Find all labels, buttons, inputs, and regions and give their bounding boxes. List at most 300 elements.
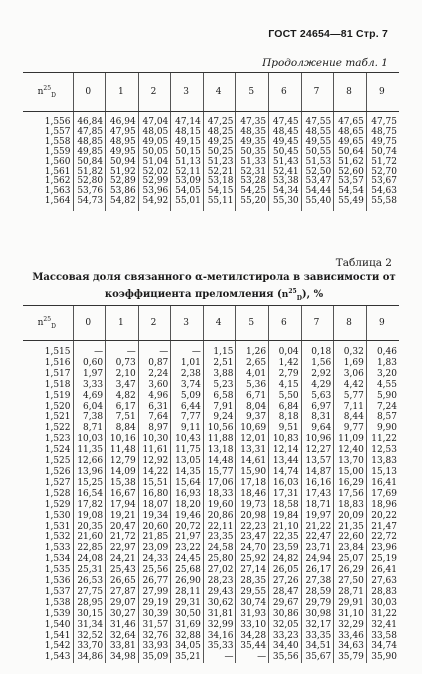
table-cell: 13,96 [73,467,106,478]
table-cell: 23,84 [334,543,367,554]
row-index-cell: 1,523 [44,434,71,445]
table-cell: 24,08 [73,554,106,565]
table-row [23,641,399,652]
row-index-cell: 1,520 [44,401,71,412]
row-index-cell: 1,528 [44,488,71,499]
table-cell: 26,90 [171,576,204,587]
table-cell: 10,43 [171,434,204,445]
table-cell: 12,14 [269,445,302,456]
table-row [23,565,399,576]
table-cell: 47,55 [301,112,334,128]
table-cell: 18,96 [366,500,399,511]
table-1-body [23,112,399,212]
table-cell: 31,93 [236,609,269,620]
table-cell: 19,46 [171,511,204,522]
table-cell: 25,07 [334,554,367,565]
table-cell: 49,65 [334,138,367,148]
row-index-cell: 1,563 [44,186,71,197]
table-cell: 13,70 [334,456,367,467]
column-header: 6 [269,306,302,341]
table-cell: 4,29 [301,380,334,391]
table-cell: 0,18 [301,341,334,358]
table-cell: 28,95 [73,598,106,609]
row-index-cell: 1,557 [44,126,71,137]
table-cell: 55,01 [171,197,204,211]
table-cell: 28,59 [301,587,334,598]
table-cell: 52,02 [138,168,171,178]
table-cell: 19,84 [269,511,302,522]
table-cell: 17,56 [334,489,367,500]
table-cell: 53,67 [366,177,399,187]
table-cell: 15,13 [366,467,399,478]
table-cell: 15,64 [171,478,204,489]
table-cell: 23,59 [269,543,302,554]
table-cell: 20,60 [138,522,171,533]
table-cell: 13,83 [366,456,399,467]
table-cell: 47,35 [236,112,269,128]
table-cell: 2,79 [269,369,302,380]
table-cell: 1,97 [73,369,106,380]
table-cell: 47,95 [106,128,139,138]
row-index-cell: 1,543 [44,652,71,663]
column-header: 4 [203,73,236,112]
table-cell: 31,34 [73,620,106,631]
table-cell: 18,20 [171,500,204,511]
table-cell: 10,30 [138,434,171,445]
table-cell: 5,50 [269,391,302,402]
table-cell: 33,58 [366,631,399,642]
table-cell: 28,23 [203,576,236,587]
table-cell: 54,15 [203,187,236,197]
table-cell: 52,89 [106,177,139,187]
table-cell: 52,70 [366,168,399,178]
table-cell: 18,33 [203,489,236,500]
table-cell: 49,55 [301,138,334,148]
table-row [23,391,399,402]
table-cell: 35,09 [138,652,171,663]
table-cell: 21,97 [171,532,204,543]
row-index-cell: 1,535 [44,565,71,576]
table-cell: 25,92 [236,554,269,565]
table-row [23,652,399,663]
row-index-cell: 1,531 [44,521,71,532]
table-cell: 18,46 [236,489,269,500]
table-cell: 49,35 [236,138,269,148]
column-header: 8 [334,306,367,341]
table-cell: 24,94 [301,554,334,565]
table-row [23,380,399,391]
table-cell: 2,65 [236,358,269,369]
table-cell: 55,58 [366,197,399,211]
table-cell: 34,86 [73,652,106,663]
table-cell: 52,60 [334,168,367,178]
table-cell: 23,35 [203,532,236,543]
table-row [23,532,399,543]
table-cell: — [236,652,269,663]
table-cell: 35,56 [269,652,302,663]
table-cell: 27,63 [366,576,399,587]
table-cell: 33,10 [236,620,269,631]
row-index-cell: 1,515 [44,347,71,357]
table-cell: 21,85 [138,532,171,543]
table-cell: 8,31 [301,412,334,423]
table-cell: 50,94 [106,158,139,168]
table-row [23,358,399,369]
table-cell: 54,82 [106,197,139,211]
row-index-cell: 1,536 [44,576,71,587]
table-cell: 31,22 [366,609,399,620]
table-cell: 26,05 [269,565,302,576]
table-cell: 53,86 [106,187,139,197]
table-cell: 15,00 [334,467,367,478]
table-cell: 9,64 [301,423,334,434]
table-cell: 33,81 [106,641,139,652]
nd-header: $n^{25}_D$ [23,73,73,112]
table-cell: 23,71 [301,543,334,554]
column-header: 5 [236,73,269,112]
table-cell: 54,05 [171,187,204,197]
table-cell: 53,09 [171,177,204,187]
page-header: ГОСТ 24654—81 Стр. 7 [268,28,388,40]
table-cell: 3,74 [171,380,204,391]
table-row [23,522,399,533]
table-cell: 6,04 [73,402,106,413]
table-cell: 33,93 [138,641,171,652]
table-cell: 53,96 [138,187,171,197]
column-header: 4 [203,306,236,341]
table-cell: 8,18 [269,412,302,423]
table-cell: 27,02 [203,565,236,576]
table-cell: 16,54 [73,489,106,500]
table-cell: 11,75 [171,445,204,456]
table-cell: 31,57 [138,620,171,631]
table-cell: 4,42 [334,380,367,391]
table-cell: 32,52 [73,631,106,642]
table-cell: 35,44 [236,641,269,652]
table-2-caption: Массовая доля связанного α-метилстирола в зависимости от коэффициента преломления $(n^{25}_D)$, % [32,272,396,302]
table-cell: 27,87 [106,587,139,598]
table-cell: 34,63 [334,641,367,652]
table-cell: 7,64 [138,412,171,423]
table-cell: 8,57 [366,412,399,423]
table-cell: 27,50 [334,576,367,587]
table-cell: 12,27 [301,445,334,456]
table-cell: 10,56 [203,423,236,434]
table-cell: 13,05 [171,456,204,467]
table-cell: 1,69 [334,358,367,369]
column-header: 8 [334,73,367,112]
table-cell: 20,35 [73,522,106,533]
table-cell: 19,08 [73,511,106,522]
table-cell: 53,57 [334,177,367,187]
row-index-cell: 1,521 [44,412,71,423]
table-cell: 31,10 [334,609,367,620]
table-cell: 31,69 [171,620,204,631]
table-cell: 16,16 [301,478,334,489]
table-cell: 15,90 [236,467,269,478]
table-2-caption-suffix: , % [306,289,324,300]
table-cell: 21,72 [106,532,139,543]
table-cell: 22,85 [73,543,106,554]
table-cell: 29,31 [171,598,204,609]
table-cell: 17,69 [366,489,399,500]
table-cell: 20,22 [366,511,399,522]
table-cell: 35,67 [301,652,334,663]
table-cell: 15,77 [203,467,236,478]
table-cell: 7,38 [73,412,106,423]
table-cell: 25,56 [138,565,171,576]
table-cell: 51,53 [301,158,334,168]
table-cell: 0,73 [106,358,139,369]
row-index-cell: 1,540 [44,619,71,630]
table-row [23,445,399,456]
row-index-cell: 1,564 [44,196,71,207]
table-cell: 32,64 [106,631,139,642]
table-cell: 12,79 [106,456,139,467]
table-cell: 55,11 [203,197,236,211]
table-cell: 21,10 [269,522,302,533]
table-cell: 1,42 [269,358,302,369]
table-cell: 30,86 [269,609,302,620]
table-cell: 49,05 [138,138,171,148]
table-row [23,412,399,423]
row-index-cell: 1,526 [44,466,71,477]
table-cell: 16,93 [171,489,204,500]
row-index-cell: 1,518 [44,379,71,390]
nd-header: $n^{25}_D$ [23,306,73,341]
row-index-cell: 1,558 [44,136,71,147]
table-cell: 20,72 [171,522,204,533]
table-cell: 50,05 [138,148,171,158]
table-cell: 3,20 [366,369,399,380]
table-cell: 26,53 [73,576,106,587]
table-cell: 46,84 [73,112,106,128]
table-cell: 7,51 [106,412,139,423]
table-cell: 49,15 [171,138,204,148]
table-cell: 6,84 [269,402,302,413]
table-cell: 1,15 [203,341,236,358]
table-cell: 22,60 [334,532,367,543]
table-cell: 55,20 [236,197,269,211]
table-cell: 50,35 [236,148,269,158]
row-index-cell: 1,532 [44,532,71,543]
table-cell: 34,98 [106,652,139,663]
table-row [23,489,399,500]
table-cell: 30,98 [301,609,334,620]
table-cell: 49,95 [106,148,139,158]
table-cell: 33,46 [334,631,367,642]
table-cell: 51,04 [138,158,171,168]
column-header: 5 [236,306,269,341]
row-index-cell: 1,524 [44,445,71,456]
table-row [23,598,399,609]
table-cell: 48,45 [269,128,302,138]
table-cell: 3,06 [334,369,367,380]
table-cell: 32,17 [301,620,334,631]
table-row [23,576,399,587]
table-cell: 2,38 [171,369,204,380]
table-cell: 27,75 [73,587,106,598]
table-cell: 8,84 [106,423,139,434]
table-cell: — [138,341,171,358]
table-cell: 22,11 [203,522,236,533]
table-row [23,112,399,128]
table-cell: 55,49 [334,197,367,211]
row-index-cell: 1,517 [44,368,71,379]
table-cell: 19,60 [203,500,236,511]
table-cell: 47,65 [334,112,367,128]
row-index-cell: 1,562 [44,176,71,187]
table-cell: 2,10 [106,369,139,380]
table-cell: 2,24 [138,369,171,380]
table-cell: 48,25 [203,128,236,138]
column-header: 1 [106,306,139,341]
table-cell: — [73,341,106,358]
table-cell: 50,84 [73,158,106,168]
table-cell: 34,28 [236,631,269,642]
table-cell: 10,96 [301,434,334,445]
table-cell: 3,60 [138,380,171,391]
table-cell: 27,14 [236,565,269,576]
table-cell: 33,70 [73,641,106,652]
table-cell: 51,72 [366,158,399,168]
table-cell: 24,82 [269,554,302,565]
table-cell: 32,05 [269,620,302,631]
table-cell: 6,17 [106,402,139,413]
table-cell: 27,38 [301,576,334,587]
row-index-cell: 1,561 [44,166,71,177]
column-header: 7 [301,73,334,112]
table-cell: 6,31 [138,402,171,413]
table-cell: 19,34 [138,511,171,522]
table-cell: 14,74 [269,467,302,478]
table-cell: 30,62 [203,598,236,609]
table-cell: 0,04 [269,341,302,358]
table-cell: 35,79 [334,652,367,663]
table-cell: — [203,652,236,663]
table-cell: 31,81 [203,609,236,620]
table-cell: 55,40 [301,197,334,211]
table-cell: 17,43 [301,489,334,500]
table-cell: 52,80 [73,177,106,187]
table-cell: 12,66 [73,456,106,467]
table-cell: 47,75 [366,112,399,128]
table-cell: 48,95 [106,138,139,148]
table-cell: 7,77 [171,412,204,423]
table-cell: 26,29 [334,565,367,576]
table-cell: 14,09 [106,467,139,478]
table-cell: 22,72 [366,532,399,543]
table-cell: 51,82 [73,168,106,178]
table-cell: 50,25 [203,148,236,158]
table-cell: 24,45 [171,554,204,565]
table-cell: 47,14 [171,112,204,128]
row-index-cell: 1,522 [44,423,71,434]
table-cell: 12,92 [138,456,171,467]
table-cell: 55,30 [269,197,302,211]
table-cell: 53,28 [236,177,269,187]
row-index-cell: 1,542 [44,641,71,652]
table-cell: 5,77 [334,391,367,402]
table-cell: 16,67 [106,489,139,500]
table-cell: 26,17 [301,565,334,576]
table-cell: 53,38 [269,177,302,187]
table-cell: 29,19 [138,598,171,609]
table-cell: 50,64 [334,148,367,158]
table-cell: 18,83 [334,500,367,511]
table-cell: 15,51 [138,478,171,489]
row-index-cell: 1,537 [44,586,71,597]
table-cell: 51,43 [269,158,302,168]
table-cell: 25,31 [73,565,106,576]
row-index-cell: 1,559 [44,146,71,157]
table-cell: 13,57 [301,456,334,467]
table-cell: 20,98 [236,511,269,522]
table-cell: 27,26 [269,576,302,587]
table-cell: 4,96 [138,391,171,402]
table-cell: 28,11 [171,587,204,598]
table-cell: 5,23 [203,380,236,391]
table-cell: 29,79 [301,598,334,609]
table-cell: 2,51 [203,358,236,369]
table-cell: 5,09 [171,391,204,402]
table-cell: 9,51 [269,423,302,434]
table-cell: 29,67 [269,598,302,609]
table-cell: 24,21 [106,554,139,565]
table-cell: 32,99 [203,620,236,631]
table-cell: 28,47 [269,587,302,598]
table-cell: 53,76 [73,187,106,197]
table-cell: 29,07 [106,598,139,609]
table-cell: 8,97 [138,423,171,434]
row-index-cell: 1,529 [44,499,71,510]
table-cell: 53,18 [203,177,236,187]
table-cell: 20,86 [203,511,236,522]
table-cell: 17,82 [73,500,106,511]
table-row [23,467,399,478]
table-row [23,341,399,358]
table-cell: 10,03 [73,434,106,445]
table-cell: 23,47 [236,532,269,543]
column-header: 3 [171,73,204,112]
table-cell: 30,39 [138,609,171,620]
table-cell: 22,47 [301,532,334,543]
table-cell: 5,90 [366,391,399,402]
table-row [23,620,399,631]
table-cell: 8,71 [73,423,106,434]
table-cell: 21,47 [366,522,399,533]
table-cell: 10,69 [236,423,269,434]
table-cell: 0,60 [73,358,106,369]
table-cell: 11,35 [73,445,106,456]
table-cell: 54,63 [366,187,399,197]
table-cell: 31,46 [106,620,139,631]
table-row [23,609,399,620]
table-cell: 50,45 [269,148,302,158]
table-cell: 16,41 [366,478,399,489]
table-cell: 9,24 [203,412,236,423]
table-cell: 30,15 [73,609,106,620]
table-cell: 35,90 [366,652,399,663]
table-cell: 13,44 [269,456,302,467]
row-index-cell: 1,530 [44,510,71,521]
table-cell: 14,48 [203,456,236,467]
table-cell: 3,47 [106,380,139,391]
table-cell: 48,05 [138,128,171,138]
table-cell: 21,22 [301,522,334,533]
table-cell: 8,44 [334,412,367,423]
table-cell: 20,47 [106,522,139,533]
